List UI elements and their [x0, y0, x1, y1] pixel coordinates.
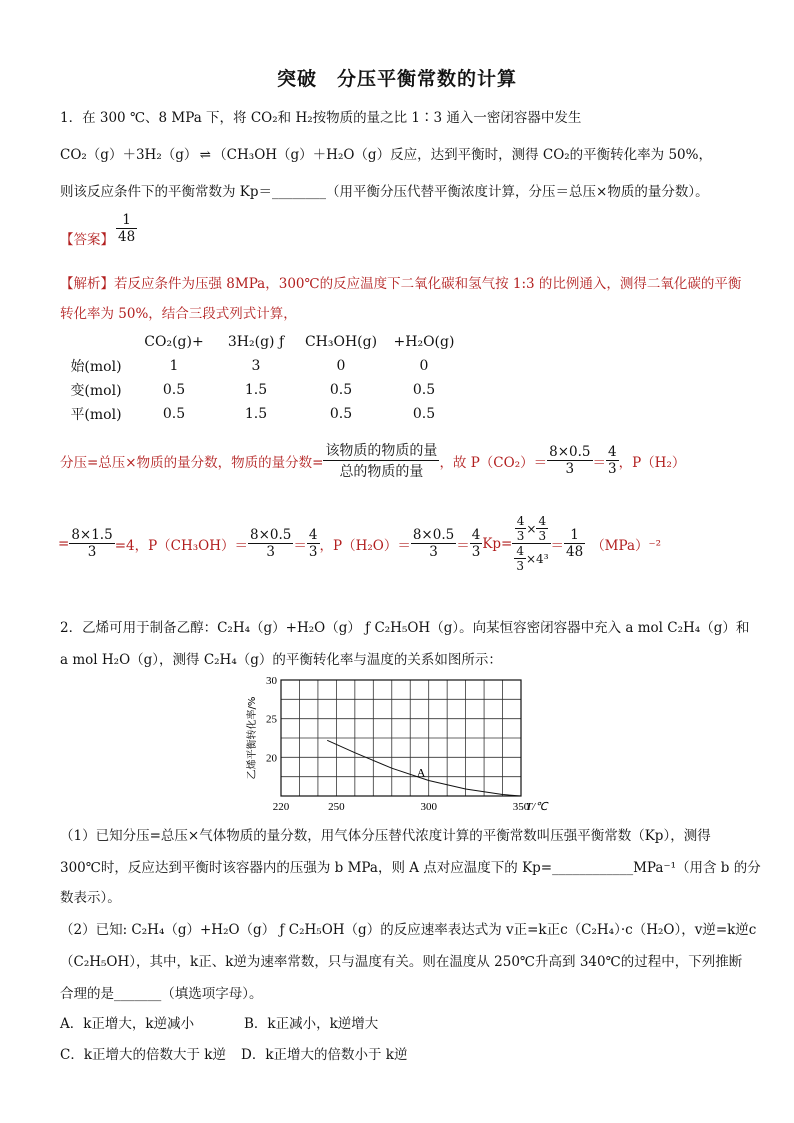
x-axis-label: T/℃: [526, 801, 548, 813]
p-co2-result-num: 4: [608, 444, 617, 460]
option-d: D．k正增大的倍数小于 k逆: [241, 1047, 408, 1063]
y-tick-label: 20: [266, 752, 277, 765]
p-h2o-den: 3: [429, 544, 438, 560]
kp-big-fraction: [512, 514, 550, 573]
partial-text: 分压=总压×物质的量分数，物质的量分数=: [60, 454, 324, 471]
p-ch3oh-den: 3: [266, 544, 276, 560]
analysis-line2: 转化率为 50%，结合三段式列式计算，: [60, 306, 297, 322]
kp-result-num: 1: [564, 527, 585, 544]
p-ch3oh-fraction: [248, 527, 293, 560]
x-tick-label: 350: [512, 801, 530, 813]
p-h2o-result-den: 3: [471, 544, 481, 560]
answer-fraction: [116, 212, 137, 245]
ice-header-cell: +H₂O(g): [393, 334, 455, 350]
ice-table: [60, 330, 462, 426]
p-h2-fraction: [69, 527, 114, 560]
eq-start: =: [58, 535, 70, 552]
p-h2o-label: ，P（H₂O）＝: [319, 537, 411, 554]
q2-sub1-line2: 300℃时，反应达到平衡时该容器内的压强为 b MPa，则 A 点对应温度下的 Kp=____________MPa⁻¹（用含 b 的分: [60, 860, 761, 876]
p-h2-den: 3: [87, 544, 97, 560]
q1-line2: CO₂（g）＋3H₂（g） ⇌ （CH₃OH（g）＋H₂O（g）反应，达到平衡时，测得 CO₂的平衡转化率为 50%，: [60, 147, 712, 163]
kp-result-den: 48: [566, 544, 584, 560]
p-ch3oh-result-num: 4: [308, 527, 318, 543]
q2-sub2-line1: （2）已知: C₂H₄（g）+H₂O（g） ƒ C₂H₅OH（g）的反应速率表达式为 v正=k正c（C₂H₄）·c（H₂O），v逆=k逆c: [60, 922, 757, 938]
p-ch3oh-result: [307, 527, 320, 560]
p-h2o-fraction: [411, 527, 456, 560]
point-a-label: A: [416, 765, 426, 780]
q2-sub1-line1: （1）已知分压=总压×气体物质的量分数，用气体分压替代浓度计算的平衡常数叫压强平衡常数（Kp），测得: [60, 828, 711, 844]
analysis-label: 【解析】: [60, 276, 114, 292]
ice-cell: 0.5: [162, 382, 186, 398]
answer-numerator: 1: [116, 212, 137, 229]
ice-cell: 变(mol): [70, 383, 122, 399]
ice-cell: 0.5: [329, 406, 353, 422]
y-axis-label: 乙烯平衡转化率/%: [247, 696, 258, 780]
ice-cell: 平(mol): [70, 407, 122, 423]
ice-row: [60, 354, 462, 378]
ice-row: [60, 378, 462, 402]
y-tick-label: 30: [266, 675, 277, 687]
ice-header-cell: [60, 330, 132, 354]
kp-label: Kp=: [482, 535, 513, 552]
ice-cell: 1: [169, 358, 179, 374]
ice-cell: 3: [251, 358, 261, 374]
ice-header-cell: CH₃OH(g): [304, 334, 378, 350]
mole-fraction-num: 该物质的物质的量: [323, 440, 439, 461]
p-h2-result: =4，P（CH₃OH）＝: [114, 537, 249, 554]
chart-labels: [245, 675, 549, 813]
q2-line2: a mol H₂O（g），测得 C₂H₄（g）的平衡转化率与温度的关系如图所示：: [60, 652, 502, 668]
p-ch3oh-result-den: 3: [308, 544, 318, 560]
y-tick-label: 25: [266, 713, 277, 726]
q2-sub2-line3: 合理的是_______（填选项字母）。: [60, 986, 263, 1002]
q2-sub2-line2: （C₂H₅OH），其中，k正、k逆为速率常数，只与温度有关。则在温度从 250℃升高到 340℃的过程中，下列推断: [60, 954, 743, 970]
p-co2-num: 8×0.5: [549, 444, 591, 460]
ice-row: [60, 402, 462, 426]
x-tick-label: 250: [328, 801, 345, 813]
p-h2o-result: [470, 527, 483, 560]
answer-denominator: 48: [118, 229, 136, 245]
ice-cell: 始(mol): [70, 359, 122, 375]
p-co2-label: ，故 P（CO₂）＝: [439, 454, 548, 471]
p-ch3oh-num: 8×0.5: [250, 527, 292, 543]
option-c: C．k正增大的倍数大于 k逆: [60, 1047, 226, 1063]
q1-line1: 1．在 300 ℃、8 MPa 下，将 CO₂和 H₂按物质的量之比 1∶3 通入一密闭容器中发生: [60, 110, 582, 126]
analysis-line1: [60, 272, 741, 292]
page-title: 突破 分压平衡常数的计算: [276, 68, 517, 90]
p-co2-fraction: [547, 444, 592, 477]
kp-num-frac-b: $\frac{4}{3}$: [538, 514, 547, 543]
answer-label: 【答案】: [60, 232, 114, 248]
x-tick-label: 300: [420, 801, 437, 813]
kp-num-frac-a: $\frac{4}{3}$: [516, 514, 525, 543]
kp-result: [564, 527, 585, 560]
option-b: B．k正减小，k逆增大: [244, 1016, 379, 1032]
p-co2-den: 3: [565, 461, 575, 477]
ice-cell: 0.5: [412, 406, 436, 422]
mole-fraction-formula: [323, 440, 439, 481]
p-co2-result-den: 3: [608, 461, 617, 477]
kp-denominator: $\frac{4}{3}$ ×4³: [516, 544, 549, 573]
kp-numerator: $\frac{4}{3}$ × $\frac{4}{3}$: [512, 514, 550, 544]
kp-unit: （MPa）⁻²: [591, 537, 662, 554]
chart-grid: [281, 680, 521, 796]
ice-cell: 1.5: [244, 406, 268, 422]
q1-line3: 则该反应条件下的平衡常数为 Kp＝________（用平衡分压代替平衡浓度计算，分压＝总压×物质的量分数）。: [60, 184, 709, 200]
p-co2-result: [606, 444, 619, 477]
ice-header-cell: 3H₂(g) ƒ: [227, 334, 285, 350]
q2-line1: 2．乙烯可用于制备乙醇：C₂H₄（g）+H₂O（g） ƒ C₂H₅OH（g）。向某恒容密闭容器中充入 a mol C₂H₄（g）和: [60, 620, 750, 636]
ice-cell: 0: [419, 358, 429, 374]
option-a: A．k正增大，k逆减小: [60, 1016, 195, 1032]
ice-cell: 0.5: [162, 406, 186, 422]
partial-pressure-line1: 分压=总压×物质的量分数，物质的量分数= 该物质的物质的量 总的物质的量 ，故 P（CO₂）＝ $\frac{8\times 0.5}{3}$ ＝ $\frac{4}{3}$ ，P（H₂）: [60, 440, 685, 481]
ice-cell: 0.5: [329, 382, 353, 398]
mole-fraction-den: 总的物质的量: [339, 464, 424, 480]
ice-cell: 0.5: [412, 382, 436, 398]
p-h2-num: 8×1.5: [71, 527, 113, 543]
kp-den-frac: $\frac{4}{3}$: [516, 544, 524, 573]
ice-header-row: [60, 330, 462, 354]
q2-sub1-line3: 数表示）。: [60, 890, 121, 906]
x-tick-label: 220: [272, 801, 290, 813]
ice-cell: 1.5: [244, 382, 268, 398]
conversion-chart: [236, 668, 548, 818]
analysis-text1: 若反应条件为压强 8MPa，300℃的反应温度下二氧化碳和氢气按 1:3 的比例通入，测得二氧化碳的平衡: [114, 276, 742, 292]
ice-cell: 0: [336, 358, 346, 374]
partial-pressure-line2: = $\frac{8\times 1.5}{3}$ =4，P（CH₃OH）＝ $\frac{8\times 0.5}{3}$ ＝ $\frac{4}{3}$ ，P（H₂O）＝ $\frac{8\times 0.5}{3}$ ＝ $\frac{4}{3}$ Kp= $\frac{4}{3}$ × $\frac{4}{3}$ $\frac{4}{3}$ ×4³ ＝ $\frac{1}{48}$ （MPa）⁻²: [58, 514, 662, 573]
ice-header-cell: CO₂(g)+: [144, 334, 204, 350]
p-h2o-result-num: 4: [471, 527, 481, 543]
p-h2-label: ，P（H₂）: [618, 454, 686, 471]
p-h2o-num: 8×0.5: [412, 527, 455, 543]
